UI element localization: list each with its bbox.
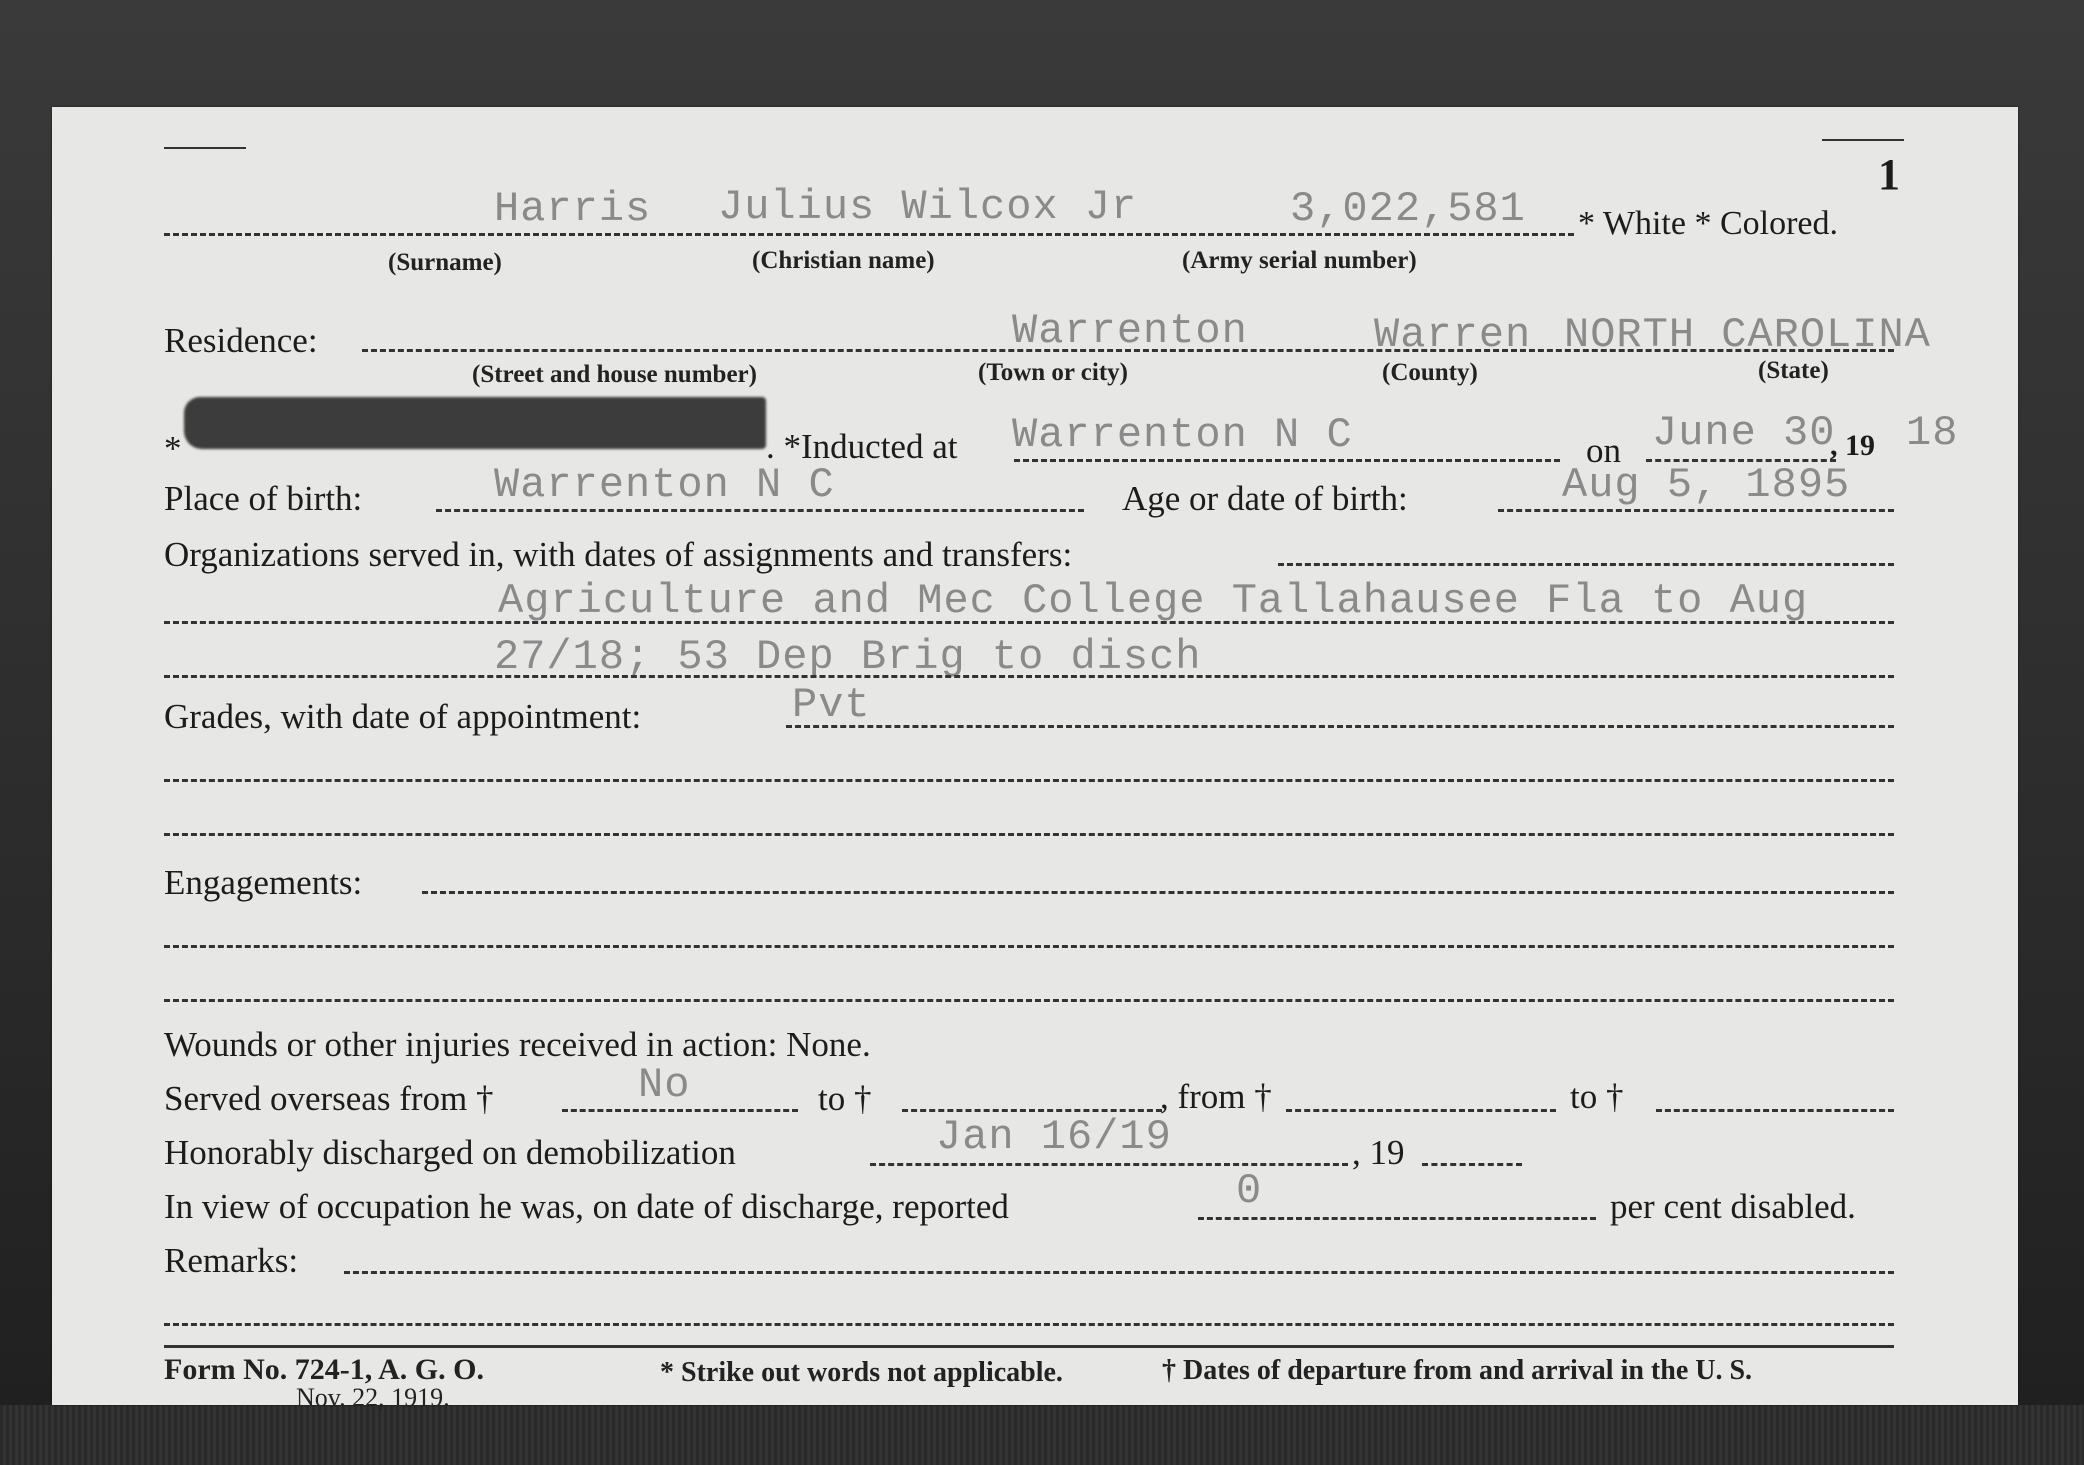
overseas-to-label-2: to †: [1570, 1077, 1624, 1116]
discharge-label: Honorably discharged on demobilization: [164, 1133, 736, 1172]
inducted-year-value: 18: [1906, 409, 1959, 457]
disability-label: In view of occupation he was, on date of discharge, reported: [164, 1187, 1009, 1226]
discharge-year-label: , 19: [1352, 1133, 1405, 1172]
grades-line-2: [164, 779, 1894, 782]
overseas-to-line-1: [902, 1109, 1162, 1112]
christian-name-caption: (Christian name): [752, 247, 935, 274]
discharge-year-line: [1422, 1163, 1522, 1166]
organizations-line-0: [1278, 563, 1894, 566]
service-record-card: [52, 107, 2018, 1412]
overseas-label: Served overseas from †: [164, 1079, 494, 1118]
organizations-label: Organizations served in, with dates of assignments and transfers:: [164, 535, 1073, 574]
birth-place-value: Warrenton N C: [494, 461, 835, 509]
inducted-at-value: Warrenton N C: [1012, 411, 1353, 459]
disability-line: [1198, 1217, 1596, 1220]
race-label: * White * Colored.: [1578, 205, 1838, 242]
wounds-label: Wounds or other injuries received in action: None.: [164, 1025, 871, 1064]
remarks-label: Remarks:: [164, 1241, 299, 1280]
engagements-line-3: [164, 999, 1894, 1002]
scanner-background: [0, 1405, 2084, 1465]
serial-value: 3,022,581: [1290, 185, 1526, 233]
discharge-date-value: Jan 16/19: [936, 1113, 1172, 1161]
inducted-label: . *Inducted at: [766, 427, 958, 466]
organizations-line-2: [164, 675, 1894, 678]
serial-caption: (Army serial number): [1182, 247, 1417, 274]
overseas-to-label-1: to †: [818, 1079, 872, 1118]
dates-note: † Dates of departure from and arrival in the U. S.: [1162, 1355, 1753, 1386]
organizations-line-1-text: Agriculture and Mec College Tallahausee Fla to Aug: [498, 577, 1809, 625]
state-caption: (State): [1758, 357, 1829, 384]
county-value: Warren: [1374, 311, 1532, 359]
county-caption: (County): [1382, 359, 1478, 386]
engagements-line-2: [164, 945, 1894, 948]
overseas-from-line: [562, 1109, 798, 1112]
state-value: NORTH CAROLINA: [1564, 311, 1931, 359]
organizations-line-2-text: 27/18; 53 Dep Brig to disch: [494, 633, 1202, 681]
top-left-rule: [164, 147, 246, 149]
year-prefix: , 19: [1830, 429, 1875, 462]
overseas-from-line-2: [1286, 1109, 1556, 1112]
redacted-enlistment: [184, 397, 766, 449]
town-caption: (Town or city): [978, 359, 1128, 386]
name-line: [164, 233, 1574, 236]
disability-suffix: per cent disabled.: [1610, 1187, 1856, 1226]
inducted-at-line: [1014, 459, 1560, 462]
inducted-date-value: June 30: [1652, 409, 1836, 457]
card-number: 1: [1878, 150, 1900, 199]
top-right-rule: [1822, 139, 1904, 141]
discharge-date-line: [870, 1163, 1348, 1166]
disability-value: 0: [1236, 1167, 1263, 1215]
remarks-line-1: [344, 1271, 1894, 1274]
grades-line-1: [786, 725, 1894, 728]
grades-line-3: [164, 833, 1894, 836]
overseas-value: No: [638, 1061, 691, 1109]
engagements-line-1: [422, 891, 1894, 894]
form-number: Form No. 724-1, A. G. O.: [164, 1353, 484, 1386]
street-caption: (Street and house number): [472, 361, 757, 388]
birth-date-value: Aug 5, 1895: [1562, 461, 1851, 509]
birth-place-line: [436, 509, 1084, 512]
residence-label: Residence:: [164, 321, 318, 360]
birth-place-label: Place of birth:: [164, 479, 363, 518]
footer-rule: [164, 1345, 1894, 1348]
enlisted-star: *: [164, 429, 182, 468]
christian-name-value: Julius Wilcox Jr: [718, 183, 1138, 231]
grade-value: Pvt: [792, 681, 871, 729]
remarks-line-2: [164, 1323, 1894, 1326]
overseas-from-label: , from †: [1160, 1077, 1272, 1116]
surname-caption: (Surname): [388, 249, 502, 276]
strike-note: * Strike out words not applicable.: [660, 1357, 1063, 1388]
organizations-line-1: [164, 621, 1894, 624]
residence-line: [362, 349, 1894, 352]
birth-date-line: [1498, 509, 1894, 512]
town-value: Warrenton: [1012, 307, 1248, 355]
grades-label: Grades, with date of appointment:: [164, 697, 642, 736]
surname-value: Harris: [494, 185, 652, 233]
birth-date-label: Age or date of birth:: [1122, 479, 1408, 518]
form-date: Nov. 22, 1919.: [296, 1383, 450, 1412]
on-label: on: [1586, 431, 1621, 470]
overseas-to-line-2: [1656, 1109, 1894, 1112]
engagements-label: Engagements:: [164, 863, 363, 902]
